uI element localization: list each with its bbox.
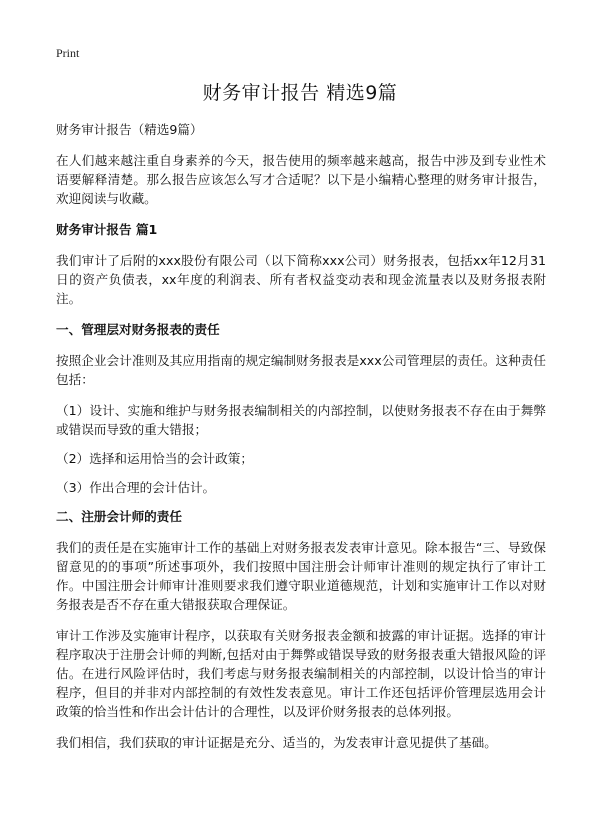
article-subtitle: 财务审计报告（精选9篇） bbox=[56, 122, 203, 137]
section-paragraph: 我们审计了后附的xxx股份有限公司（以下简称xxx公司）财务报表，包括xx年12月31日的资产负债表，xx年度的利润表、所有者权益变动表和现金流量表以及财务报表附注。 bbox=[56, 253, 546, 306]
list-item: （2）选择和运用恰当的会计政策； bbox=[56, 451, 253, 466]
section-heading: 财务审计报告 篇1 bbox=[56, 222, 158, 237]
cpa-paragraph: 审计工作涉及实施审计程序，以获取有关财务报表金额和披露的审计证据。选择的审计程序取决于注册会计师的判断,包括对由于舞弊或错误导致的财务报表重大错报风险的评估。在进行风险评估时，我们考虑与财务报表编制相关的内部控制，以设计恰当的审计程序，但目的并非对内部控制的有效性发表意见。审计工作还包括评价管理层选用会计政策的恰当性和作出会计估计的合理性，以及评价财务报表的总体列报。 bbox=[56, 628, 546, 719]
cpa-responsibility-heading: 二、注册会计师的责任 bbox=[56, 509, 182, 524]
cpa-paragraph: 我们相信，我们获取的审计证据是充分、适当的，为发表审计意见提供了基础。 bbox=[56, 735, 497, 750]
intro-paragraph: 在人们越来越注重自身素养的今天，报告使用的频率越来越高，报告中涉及到专业性术语要解释清楚。那么报告应该怎么写才合适呢？以下是小编精心整理的财务审计报告，欢迎阅读与收藏。 bbox=[56, 153, 546, 206]
print-link[interactable]: Print bbox=[56, 46, 80, 60]
cpa-paragraph: 我们的责任是在实施审计工作的基础上对财务报表发表审计意见。除本报告“三、导致保留意见的的事项”所述事项外，我们按照中国注册会计师审计准则的规定执行了审计工作。中国注册会计师审计准则要求我们遵守职业道德规范，计划和实施审计工作以对财务报表是否不存在重大错报获取合理保证。 bbox=[56, 540, 546, 612]
page-title: 财务审计报告 精选9篇 bbox=[202, 82, 398, 104]
list-item: （3）作出合理的会计估计。 bbox=[56, 480, 216, 495]
management-responsibility-paragraph: 按照企业会计准则及其应用指南的规定编制财务报表是xxx公司管理层的责任。这种责任包括： bbox=[56, 353, 546, 387]
list-item: （1）设计、实施和维护与财务报表编制相关的内部控制，以使财务报表不存在由于舞弊或错误而导致的重大错报； bbox=[56, 403, 546, 437]
management-responsibility-heading: 一、管理层对财务报表的责任 bbox=[56, 322, 220, 337]
article-body bbox=[56, 120, 546, 764]
